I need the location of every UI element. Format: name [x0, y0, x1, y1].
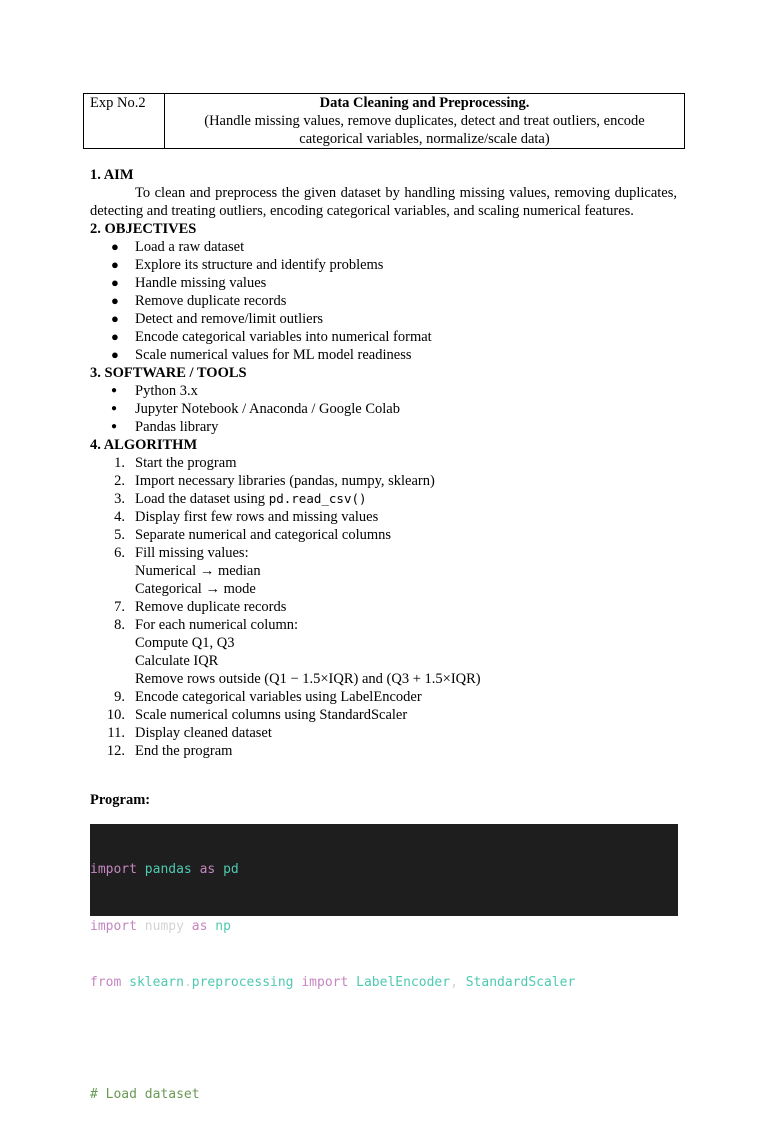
bullet-icon: ●: [111, 329, 119, 344]
list-item: ● Explore its structure and identify problems: [111, 257, 384, 273]
code-line-blank: [90, 1030, 678, 1049]
list-item: ● Load a raw dataset: [111, 239, 245, 255]
experiment-header-table: [83, 93, 685, 149]
list-item: ● Pandas library: [111, 419, 219, 435]
bullet-icon: ●: [111, 293, 119, 308]
bullet-icon: ●: [111, 257, 119, 272]
objectives-list: [90, 238, 677, 364]
list-item: 3. Load the dataset using pd.read_csv(): [114, 491, 367, 507]
list-item: ● Handle missing values: [111, 275, 267, 291]
bullet-icon: ●: [111, 421, 118, 432]
list-item: ● Remove duplicate records: [111, 293, 287, 309]
exp-no: Exp No.2: [90, 95, 146, 111]
list-item-sub: Calculate IQR: [135, 653, 219, 669]
experiment-title: Data Cleaning and Preprocessing.: [319, 95, 530, 111]
program-label: Program:: [90, 792, 151, 808]
code-line: import pandas as pd: [90, 862, 239, 878]
list-item: 11. Display cleaned dataset: [107, 725, 272, 741]
bullet-icon: ●: [111, 311, 119, 326]
aim-heading: 1. AIM: [90, 167, 134, 183]
list-item: 4. Display first few rows and missing values: [114, 509, 379, 525]
code-line: # Load dataset: [90, 1086, 200, 1102]
objectives-heading: 2. OBJECTIVES: [90, 221, 197, 237]
algorithm-heading: 4. ALGORITHM: [90, 437, 198, 453]
bullet-icon: ●: [111, 403, 118, 414]
tools-list: [90, 382, 677, 436]
bullet-icon: ●: [111, 275, 119, 290]
list-item: 8. For each numerical column:: [114, 617, 299, 633]
list-item: ● Scale numerical values for ML model readiness: [111, 347, 412, 363]
list-item: ● Detect and remove/limit outliers: [111, 311, 324, 327]
bullet-icon: ●: [111, 239, 119, 254]
list-item: 7. Remove duplicate records: [114, 599, 287, 615]
document-body: [90, 166, 677, 760]
list-item: 5. Separate numerical and categorical columns: [114, 527, 392, 543]
list-item: 12. End the program: [106, 743, 233, 759]
aim-text: To clean and preprocess the given dataset by handling missing values, removing duplicates, detecting and treating outliers, encoding categorical variables, and scaling numerical features.: [90, 185, 677, 219]
list-item-sub: Categorical → mode: [135, 581, 256, 597]
code-line: from sklearn.preprocessing import LabelEncoder, StandardScaler: [90, 974, 576, 990]
inline-code: pd.read_csv(): [268, 491, 367, 506]
title-cell: [165, 94, 685, 149]
list-item: 9. Encode categorical variables using LabelEncoder: [114, 689, 422, 705]
list-item-sub: Numerical → median: [135, 563, 261, 579]
list-item-sub: Remove rows outside (Q1 − 1.5×IQR) and (Q3 + 1.5×IQR): [135, 671, 481, 687]
code-line: import numpy as np: [90, 918, 231, 934]
algorithm-steps: [90, 454, 677, 760]
list-item: 2. Import necessary libraries (pandas, numpy, sklearn): [114, 473, 435, 489]
list-item: ● Encode categorical variables into numerical format: [111, 329, 432, 345]
code-block: [90, 824, 678, 1102]
list-item: 6. Fill missing values:: [114, 545, 249, 561]
experiment-subtitle: (Handle missing values, remove duplicates, detect and treat outliers, encode categorical variables, normalize/scale data): [204, 113, 645, 147]
list-item: ● Python 3.x: [111, 383, 198, 399]
list-item: 1. Start the program: [114, 455, 237, 471]
bullet-icon: ●: [111, 347, 119, 362]
tools-heading: 3. SOFTWARE / TOOLS: [90, 365, 247, 381]
list-item-sub: Compute Q1, Q3: [135, 635, 235, 651]
list-item: 10. Scale numerical columns using StandardScaler: [106, 707, 408, 723]
bullet-icon: ●: [111, 385, 118, 396]
list-item: ● Jupyter Notebook / Anaconda / Google Colab: [111, 401, 400, 417]
exp-no-cell: [84, 94, 165, 149]
